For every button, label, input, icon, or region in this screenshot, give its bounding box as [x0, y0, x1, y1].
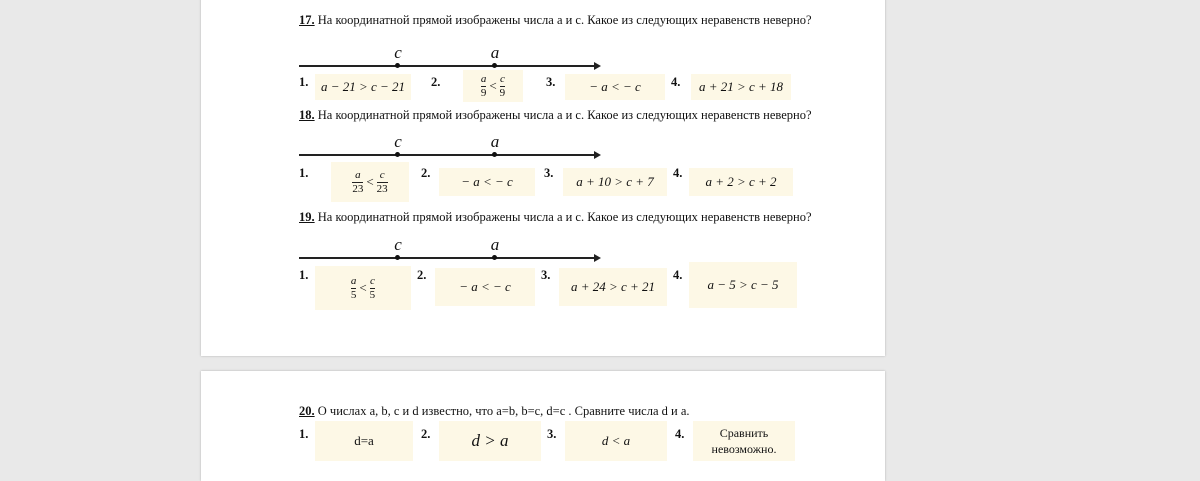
- option-number: 3.: [544, 166, 554, 180]
- option-number: 2.: [421, 427, 431, 441]
- option-number: 1.: [299, 268, 309, 282]
- option-number: 1.: [299, 427, 309, 441]
- answer-option-2[interactable]: − a < − c: [439, 168, 535, 196]
- option-number: 2.: [421, 166, 431, 180]
- answer-option-2[interactable]: d > a: [439, 421, 541, 461]
- question-text: На координатной прямой изображены числа а и с. Какое из следующих неравенств неверно?: [317, 13, 812, 27]
- question-20: [299, 403, 819, 419]
- answer-option-1[interactable]: $\frac{a}{5}$ < $\frac{c}{5}$: [315, 266, 411, 310]
- option-number: 1.: [299, 75, 309, 89]
- option-number: 4.: [673, 166, 683, 180]
- axis-label-a: a: [490, 132, 500, 151]
- answer-option-4[interactable]: a − 5 > c − 5: [689, 262, 797, 308]
- answer-option-2[interactable]: $\frac{a}{9}$ < $\frac{c}{9}$: [463, 70, 523, 102]
- point-c: [395, 63, 400, 68]
- answer-option-4[interactable]: a + 2 > c + 2: [689, 168, 793, 196]
- question-text: На координатной прямой изображены числа а и с. Какое из следующих неравенств неверно?: [317, 210, 812, 224]
- option-number: 3.: [541, 268, 551, 282]
- document-page-1: [201, 0, 885, 356]
- axis-label-c: c: [394, 132, 402, 151]
- axis-label-c: c: [394, 235, 402, 254]
- number-line: [299, 235, 595, 259]
- point-c: [395, 152, 400, 157]
- answer-option-1[interactable]: $\frac{a}{23}$ < $\frac{c}{23}$: [331, 162, 409, 202]
- option-number: 3.: [547, 427, 557, 441]
- answer-option-4[interactable]: Сравнить невозможно.: [693, 421, 795, 461]
- answer-option-2[interactable]: − a < − c: [435, 268, 535, 306]
- question-number: 17.: [299, 13, 315, 27]
- question-18: [299, 107, 819, 123]
- axis-label-a: a: [490, 235, 500, 254]
- option-number: 4.: [671, 75, 681, 89]
- option-number: 1.: [299, 166, 309, 180]
- axis-label-a: a: [490, 43, 500, 62]
- option-number: 3.: [546, 75, 556, 89]
- point-c: [395, 255, 400, 260]
- answer-option-3[interactable]: a + 10 > c + 7: [563, 168, 667, 196]
- question-19: [299, 209, 819, 225]
- option-number: 2.: [431, 75, 441, 89]
- answer-option-3[interactable]: a + 24 > c + 21: [559, 268, 667, 306]
- question-number: 19.: [299, 210, 315, 224]
- question-text: На координатной прямой изображены числа а и с. Какое из следующих неравенств неверно?: [317, 108, 812, 122]
- question-text: О числах a, b, c и d известно, что a=b, b=c, d=c . Сравните числа d и a.: [317, 404, 690, 418]
- option-number: 4.: [675, 427, 685, 441]
- option-number: 4.: [673, 268, 683, 282]
- point-a: [492, 152, 497, 157]
- question-number: 18.: [299, 108, 315, 122]
- axis-label-c: c: [394, 43, 402, 62]
- answer-option-3[interactable]: d < a: [565, 421, 667, 461]
- document-page-2: [201, 371, 885, 481]
- answer-option-4[interactable]: a + 21 > c + 18: [691, 74, 791, 100]
- answer-option-1[interactable]: a − 21 > c − 21: [315, 74, 411, 100]
- question-number: 20.: [299, 404, 315, 418]
- question-17: [299, 12, 819, 28]
- point-a: [492, 255, 497, 260]
- option-number: 2.: [417, 268, 427, 282]
- number-line: [299, 43, 595, 67]
- point-a: [492, 63, 497, 68]
- answer-option-1[interactable]: d=a: [315, 421, 413, 461]
- number-line: [299, 132, 595, 156]
- answer-option-3[interactable]: − a < − c: [565, 74, 665, 100]
